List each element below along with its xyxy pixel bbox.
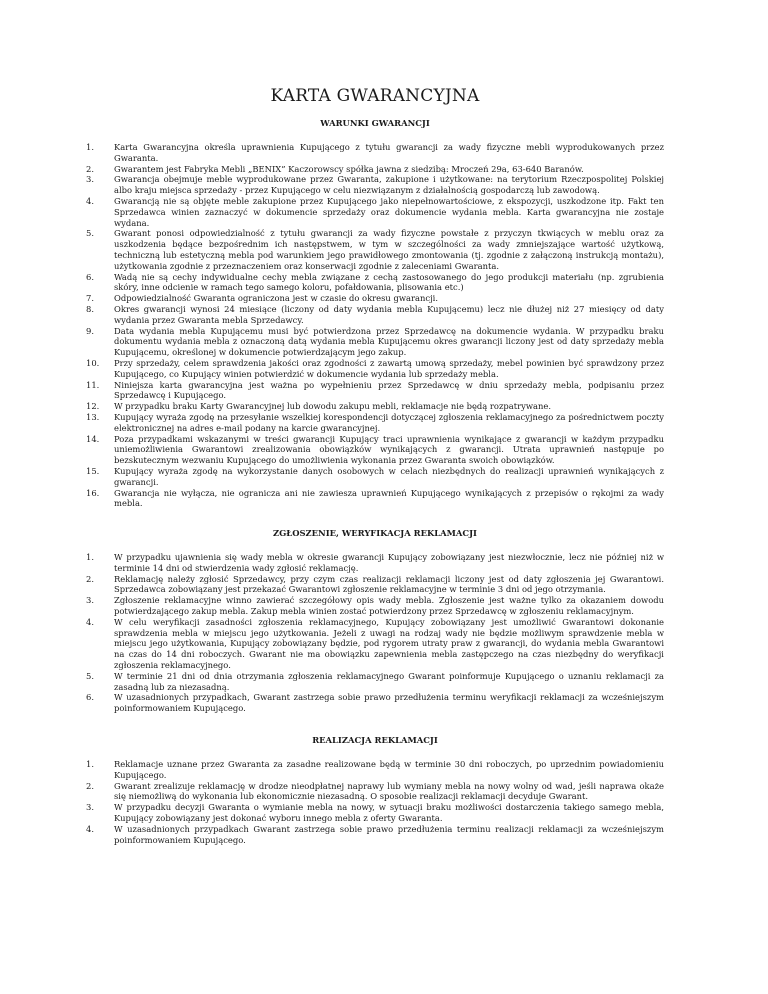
item-text: Karta Gwarancyjna określa uprawnienia Kupującego z tytułu gwarancji za wady fizyczne mebli wyprodukowanych przez Gwaranta. bbox=[114, 142, 664, 163]
item-text: W przypadku ujawnienia się wady mebla w okresie gwarancji Kupujący zobowiązany jest niezwłocznie, lecz nie później niż w terminie 14 dni od stwierdzenia wady zgłosić reklamację. bbox=[114, 552, 664, 573]
list-item bbox=[86, 617, 664, 671]
section-heading: ZGŁOSZENIE, WERYFIKACJA REKLAMACJI bbox=[273, 528, 477, 539]
list-item bbox=[86, 692, 664, 714]
item-number: 6. bbox=[86, 692, 94, 703]
item-text: Zgłoszenie reklamacyjne winno zawierać szczegółowy opis wady mebla. Zgłoszenie jest ważne tylko za okazaniem dowodu potwierdzającego zakup mebla. Zakup mebla winien zostać potwierdzony przez Sprzedawcę w zgłoszeniu reklamacyjnym. bbox=[114, 595, 664, 617]
item-number: 15. bbox=[86, 465, 100, 476]
item-number: 12. bbox=[86, 401, 100, 412]
item-number: 14. bbox=[86, 433, 100, 444]
section-zgloszenie-weryfikacja bbox=[86, 528, 664, 714]
item-text: Gwarancją nie są objęte meble zakupione przez Kupującego jako niepełnowartościowe, z ekspozycji, uszkodzone itp. Fakt ten Sprzedawca winien zaznaczyć w dokumencie sprzedaży oraz dokumencie wydania mebla. Karta gwarancyjna nie zostaje wydana. bbox=[114, 195, 664, 228]
item-number: 8. bbox=[86, 303, 94, 314]
list-item bbox=[86, 671, 664, 693]
item-text: Okres gwarancji wynosi 24 miesiące (liczony od daty wydania mebla Kupującemu) lecz nie dłużej niż 27 miesięcy od daty wydania przez Gwaranta mebla Sprzedawcy. bbox=[114, 303, 664, 325]
section-warunki-gwarancji bbox=[86, 118, 664, 509]
list-item bbox=[86, 466, 664, 488]
item-text: Reklamację należy zgłosić Sprzedawcy, przy czym czas realizacji reklamacji liczony jest od daty zgłoszenia jej Gwarantowi. Sprzedawca zobowiązany jest przekazać Gwarantowi zgłoszenie reklamacyjne w terminie 3 dni od jego otrzymania. bbox=[114, 573, 664, 595]
list-item bbox=[86, 196, 664, 228]
item-number: 11. bbox=[86, 379, 100, 390]
item-number: 4. bbox=[86, 823, 94, 834]
item-number: 2. bbox=[86, 780, 94, 791]
item-number: 1. bbox=[86, 142, 94, 152]
item-number: 4. bbox=[86, 616, 94, 627]
item-number: 5. bbox=[86, 670, 94, 681]
numbered-list bbox=[86, 552, 664, 714]
list-item bbox=[86, 802, 664, 824]
item-text: Poza przypadkami wskazanymi w treści gwarancji Kupujący traci uprawnienia wynikające z gwarancji w każdym przypadku uniemożliwienia Gwarantowi zrealizowania obowiązków wynikających z gwarancji. Utrata uprawnień następuje po bezskutecznym wezwaniu Kupującego do umożliwienia wykonania przez Gwaranta swoich obowiązków. bbox=[114, 433, 664, 466]
item-number: 1. bbox=[86, 552, 94, 563]
item-number: 2. bbox=[86, 573, 94, 584]
item-text: Gwarant ponosi odpowiedzialność z tytułu gwarancji za wady fizyczne powstałe z przyczyn tkwiących w meblu oraz za uszkodzenia będące bezpośrednim ich następstwem, w tym w szczególności za wady zmniejszające wartość użytkową, techniczną lub estetyczną mebla pod warunkiem jego prawidłowego zmontowania (tj. zgodnie z załączoną instrukcją montażu), użytkowania zgodnie z przeznaczeniem oraz konserwacji zgodnie z zaleceniami Gwaranta. bbox=[114, 228, 664, 271]
list-item bbox=[86, 380, 664, 402]
item-text: Kupujący wyraża zgodę na przesyłanie wszelkiej korespondencji dotyczącej zgłoszenia reklamacyjnego za pośrednictwem poczty elektronicznej na adres e-mail podany na karcie gwarancyjnej. bbox=[114, 411, 664, 433]
list-item bbox=[86, 552, 664, 574]
list-item bbox=[86, 293, 664, 304]
item-text: Wadą nie są cechy indywidualne cechy mebla związane z cechą zastosowanego do jego produkcji materiału (np. zgrubienia skóry, inne odcienie w ramach tego samego koloru, pofałdowania, plisowania etc.) bbox=[114, 271, 664, 293]
list-item bbox=[86, 358, 664, 380]
item-text: W terminie 21 dni od dnia otrzymania zgłoszenia reklamacyjnego Gwarant poinformuje Kupującego o uznaniu reklamacji za zasadną lub za niezasadną. bbox=[114, 670, 664, 692]
item-text: Gwarantem jest Fabryka Mebli „BENIX” Kaczorowscy spółka jawna z siedzibą: Mroczeń 29a, 63-640 Baranów. bbox=[114, 163, 584, 174]
item-number: 4. bbox=[86, 195, 94, 206]
item-text: W przypadku decyzji Gwaranta o wymianie mebla na nowy, w sytuacji braku możliwości dostarczenia takiego samego mebla, Kupujący zobowiązany jest dokonać wyboru innego mebla z oferty Gwaranta. bbox=[114, 802, 664, 824]
item-number: 16. bbox=[86, 487, 100, 498]
item-text: Kupujący wyraża zgodę na wykorzystanie danych osobowych w celach niezbędnych do realizacji uprawnień wynikających z gwarancji. bbox=[114, 465, 664, 487]
item-text: Przy sprzedaży, celem sprawdzenia jakości oraz zgodności z zawartą umową sprzedaży, mebel powinien być sprawdzony przez Kupującego, co Kupujący winien potwierdzić w dokumencie wydania lub sprzedaży mebla. bbox=[114, 357, 664, 379]
list-item bbox=[86, 174, 664, 196]
item-text: Reklamacje uznane przez Gwaranta za zasadne realizowane będą w terminie 30 dni roboczych, po uprzednim powiadomieniu Kupującego. bbox=[114, 759, 664, 780]
list-item bbox=[86, 574, 664, 596]
item-number: 13. bbox=[86, 411, 100, 422]
item-number: 7. bbox=[86, 293, 94, 304]
list-item bbox=[86, 272, 664, 294]
item-number: 9. bbox=[86, 325, 94, 336]
item-number: 10. bbox=[86, 357, 100, 368]
item-text: Gwarancja nie wyłącza, nie ogranicza ani nie zawiesza uprawnień Kupującego wynikających z przepisów o rękojmi za wady mebla. bbox=[114, 487, 664, 509]
item-text: W celu weryfikacji zasadności zgłoszenia reklamacyjnego, Kupujący zobowiązany jest umożliwić Gwarantowi dokonanie sprawdzenia mebla w miejscu jego użytkowania. Jeżeli z uwagi na rodzaj wady nie będzie możliwym sprawdzenie mebla w miejscu jego użytkowania, Kupujący zobowiązany będzie, pod rygorem utraty praw z gwarancji, do wydania mebla Gwarantowi na czas do 14 dni roboczych. Gwarant nie ma obowiązku zapewnienia mebla zastępczego na czas niezbędny do weryfikacji zgłoszenia reklamacyjnego. bbox=[114, 616, 664, 671]
list-item bbox=[86, 228, 664, 271]
numbered-list bbox=[86, 759, 664, 845]
item-text: Gwarancja obejmuje meble wyprodukowane przez Gwaranta, zakupione i użytkowane: na terytorium Rzeczpospolitej Polskiej albo kraju miejsca sprzedaży - przez Kupującego w celu niezwiązanym z działalnością gospodarczą lub zawodową. bbox=[114, 174, 664, 196]
item-text: Gwarant zrealizuje reklamację w drodze nieodpłatnej naprawy lub wymiany mebla na nowy wolny od wad, jeśli naprawa okaże się niemożliwą do wykonania lub ekonomicznie niezasadną. O sposobie realizacji reklamacji decyduje Gwarant. bbox=[114, 780, 664, 802]
list-item bbox=[86, 488, 664, 510]
item-text: Odpowiedzialność Gwaranta ograniczona jest w czasie do okresu gwarancji. bbox=[114, 293, 439, 304]
list-item bbox=[86, 759, 664, 781]
item-text: Data wydania mebla Kupującemu musi być potwierdzona przez Sprzedawcę na dokumencie wydania. W przypadku braku dokumentu wydania mebla z oznaczoną datą wydania mebla Kupującemu okres gwarancji liczony jest od daty sprzedaży mebla Kupującemu, określonej w dokumencie potwierdzającym jego zakup. bbox=[114, 325, 664, 358]
item-text: W uzasadnionych przypadkach Gwarant zastrzega sobie prawo przedłużenia terminu realizacji reklamacji za wcześniejszym poinformowaniem Kupującego. bbox=[114, 823, 664, 845]
item-number: 6. bbox=[86, 271, 94, 282]
list-item bbox=[86, 304, 664, 326]
list-item bbox=[86, 781, 664, 803]
list-item bbox=[86, 412, 664, 434]
section-realizacja-reklamacji bbox=[86, 735, 664, 845]
list-item bbox=[86, 164, 664, 175]
item-number: 2. bbox=[86, 163, 94, 174]
list-item bbox=[86, 401, 664, 412]
section-heading: WARUNKI GWARANCJI bbox=[320, 118, 430, 128]
item-number: 3. bbox=[86, 595, 94, 606]
section-heading: REALIZACJA REKLAMACJI bbox=[312, 735, 438, 746]
item-text: Niniejsza karta gwarancyjna jest ważna po wypełnieniu przez Sprzedawcę w dniu sprzedaży mebla, podpisaniu przez Sprzedawcę i Kupującego. bbox=[114, 379, 664, 401]
item-text: W przypadku braku Karty Gwarancyjnej lub dowodu zakupu mebli, reklamacje nie będą rozpatrywane. bbox=[114, 401, 552, 412]
item-number: 3. bbox=[86, 174, 94, 185]
item-text: W uzasadnionych przypadkach, Gwarant zastrzega sobie prawo przedłużenia terminu weryfikacji reklamacji za wcześniejszym poinformowaniem Kupującego. bbox=[114, 692, 664, 714]
item-number: 5. bbox=[86, 228, 94, 239]
item-number: 1. bbox=[86, 759, 94, 770]
list-item bbox=[86, 142, 664, 164]
list-item bbox=[86, 326, 664, 358]
list-item bbox=[86, 595, 664, 617]
item-number: 3. bbox=[86, 802, 94, 813]
list-item bbox=[86, 434, 664, 466]
list-item bbox=[86, 824, 664, 846]
document-title: KARTA GWARANCYJNA bbox=[270, 86, 480, 106]
numbered-list bbox=[86, 142, 664, 509]
